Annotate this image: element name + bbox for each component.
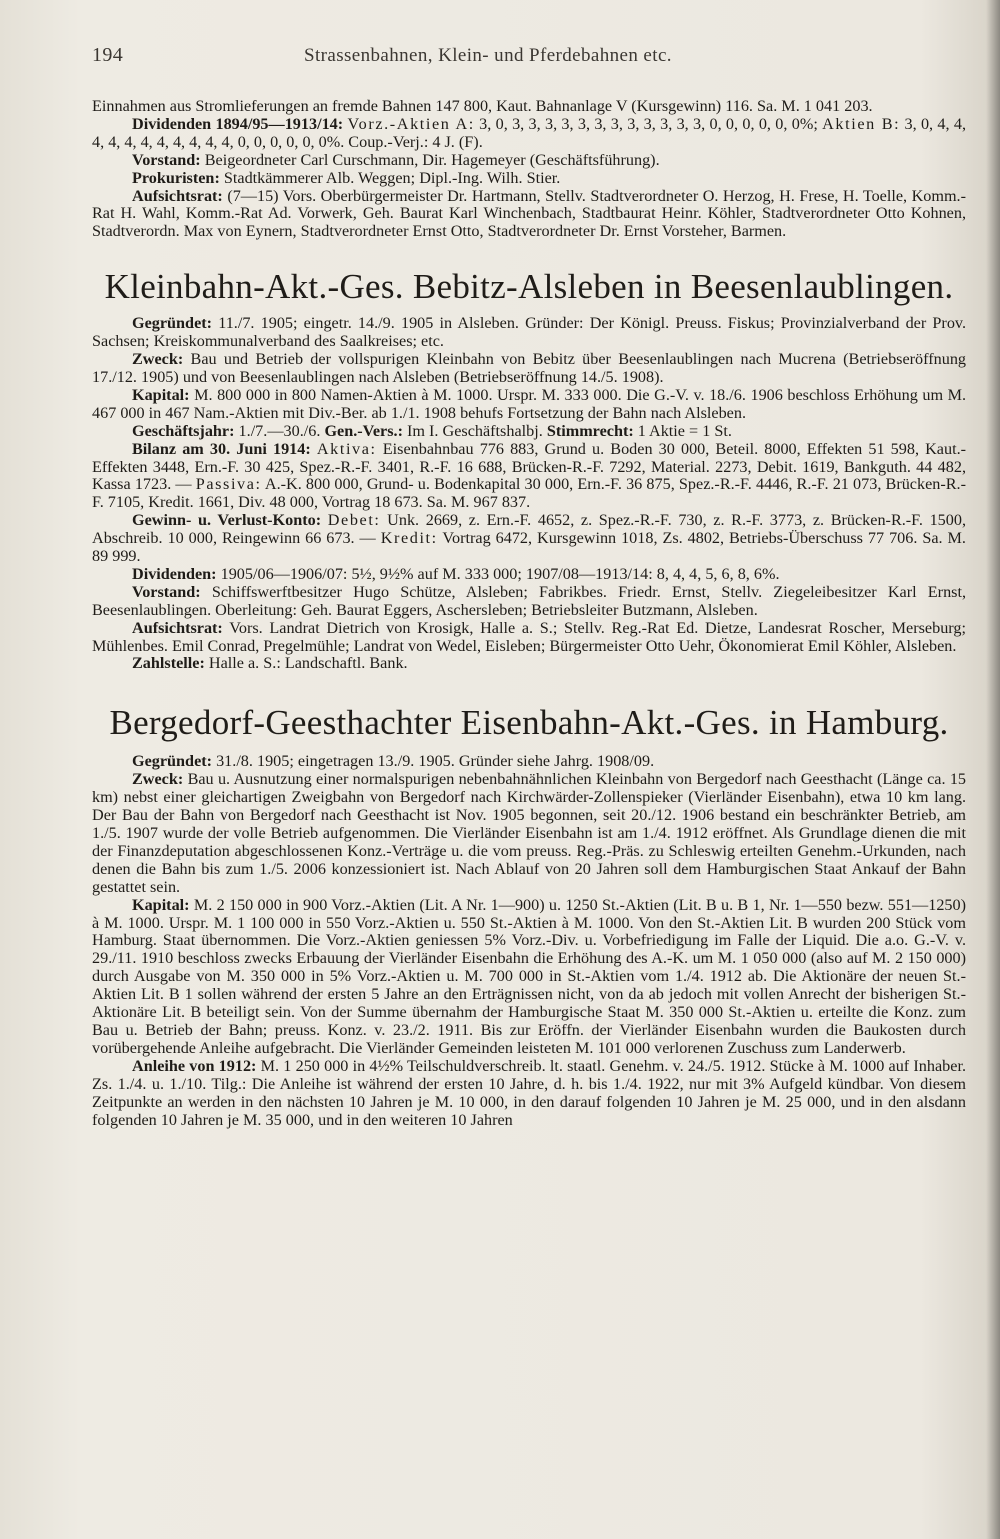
- c1-kapital: Kapital: M. 800 000 in 800 Namen-Aktien à M. 1000. Urspr. M. 333 000. Die G.-V. v. 18./6. 1906 beschloss Erhöhung um M. 467 000 in 467 Nam.-Aktien mit Div.-Ber. ab 1./1. 1908 behufs Fortsetzung der Bahn nach Alsleben.: [92, 385, 967, 422]
- company-entry-bergedorf-geesthacht: [92, 703, 966, 1129]
- prev-vorstand: Vorstand: Beigeordneter Carl Curschmann, Dir. Hagemeyer (Geschäftsführung).: [132, 150, 660, 169]
- c1-gewinn-verlust: Gewinn- u. Verlust-Konto: Debet: Unk. 2669, z. Ern.-F. 4652, z. Spez.-R.-F. 730, z. R.-F. 3773, z. Brücken-R.-F. 1500, Abschreib. 10 000, Reingewinn 66 673. — Kredit: Vortrag 6472, Kursgewinn 1018, Zs. 4802, Betriebs-Überschuss 77 706. Sa. M. 89 999.: [92, 511, 966, 566]
- prev-einnahmen: Einnahmen aus Stromlieferungen an fremde Bahnen 147 800, Kaut. Bahnanlage V (Kursgewinn) 116. Sa. M. 1 041 203.: [92, 97, 873, 115]
- c1-bilanz: Bilanz am 30. Juni 1914: Aktiva: Eisenbahnbau 776 883, Grund u. Boden 30 000, Beteil. 8000, Effekten 51 598, Kaut.-Effekten 3448, Ern.-F. 30 425, Spez.-R.-F. 3401, R.-F. 16 688, Brücken-R.-F. 7292, Material. 2273, Debit. 1619, Bankguth. 44 482, Kassa 1723. — Passiva: A.-K. 800 000, Grund- u. Bodenkapital 30 000, Ern.-F. 36 875, Spez.-R.-F. 4446, R.-F. 21 073, Brücken-R.-F. 7105, Kredit. 1661, Div. 48 000, Vortrag 18 673. Sa. M. 967 837.: [92, 439, 967, 512]
- prev-dividenden-label: Dividenden 1894/95—1913/14:: [132, 114, 344, 133]
- prev-aufsichtsrat: Aufsichtsrat: (7—15) Vors. Oberbürgermeister Dr. Hartmann, Stellv. Stadtverordneter O. Herzog, H. Frese, H. Toelle, Komm.-Rat H. Wahl, Komm.-Rat Ad. Vorwerk, Geh. Baurat Karl Winchenbach, Stadtbaurat Heinr. Köhler, Stadtverordneter Otto Kohnen, Stadtverordn. Max von Eynern, Stadtverordneter Ernst Otto, Stadtverordneter Dr. Ernst Vorsteher, Barmen.: [92, 186, 966, 241]
- c1-zahlstelle: Zahlstelle: Halle a. S.: Landschaftl. Bank.: [132, 654, 408, 673]
- c1-geschaeftsjahr: Geschäftsjahr: 1./7.—30./6. Gen.-Vers.: Im I. Geschäftshalbj. Stimmrecht: 1 Aktie = 1 St.: [132, 421, 732, 440]
- c1-aufsichtsrat: Aufsichtsrat: Vors. Landrat Dietrich von Krosigk, Halle a. S.; Stellv. Reg.-Rat Ed. Dietze, Landesrat Roscher, Merseburg; Mühlenbes. Emil Conrad, Pregelmühle; Landrat von Wedel, Eisleben; Bürgermeister Otto Uehr, Ökonomierat Emil Köhler, Alsleben.: [92, 618, 966, 655]
- prev-prokuristen: Prokuristen: Stadtkämmerer Alb. Weggen; Dipl.-Ing. Wilh. Stier.: [132, 168, 561, 187]
- page-number: 194: [92, 44, 124, 66]
- c1-dividenden: Dividenden: 1905/06—1906/07: 5½, 9½% auf M. 333 000; 1907/08—1913/14: 8, 4, 4, 5, 6, 8, 6%.: [132, 564, 780, 583]
- previous-entry-continuation: [92, 98, 966, 241]
- company-entry-kleinbahn-bebitz: [92, 267, 966, 673]
- c2-gegruendet: Gegründet: 31./8. 1905; eingetragen 13./9. 1905. Gründer siehe Jahrg. 1908/09.: [132, 752, 655, 771]
- company-title-kleinbahn-bebitz: Kleinbahn-Akt.-Ges. Bebitz-Alsleben in Beesenlaublingen.: [104, 267, 954, 307]
- c2-kapital: Kapital: M. 2 150 000 in 900 Vorz.-Aktien (Lit. A Nr. 1—900) u. 1250 St.-Aktien (Lit. B u. B 1, Nr. 1—550 bezw. 551—1250) à M. 1000. Urspr. M. 1 100 000 in 550 Vorz.-Aktien u. 550 St.-Aktien à M. 1000. Von den St.-Aktien Lit. B wurden 200 Stück vom Hamburg. Staat übernommen. Die Vorz.-Aktien geniessen 5% Vorz.-Div. u. Vorbefriedigung im Falle der Liquid. Die a.o. G.-V. v. 29./11. 1910 beschloss zwecks Erbauung der Vierländer Eisenbahn die Erhöhung des A.-K. um M. 1 050 000 (also auf M. 2 150 000) durch Ausgabe von M. 350 000 in 5% Vorz.-Aktien u. M. 700 000 in St.-Aktien vom 1./4. 1912 ab. Die Aktionäre der neuen St.-Aktien Lit. B 1 sollen während der ersten 5 Jahre an den Erträgnissen nicht, von da ab jedoch mit vollen Anrecht der bisherigen St.-Aktionäre Lit. B beteiligt sein. Von der Summe übernahm der Hamburgische Staat M. 350 000 St.-Aktien u. erteilte die Konz. zum Bau u. Betrieb der Bahn; preuss. Konz. v. 23./2. 1911. Bis zur Eröffn. der Vierländer Eisenbahn wurden die Baukosten durch vorübergehende Anleihe aufgebracht. Die Vierländer Gemeinden leisteten M. 101 000 verlorenen Zuschuss zum Landerwerb.: [92, 895, 966, 1057]
- c2-zweck: Zweck: Bau u. Ausnutzung einer normalspurigen nebenbahnähnlichen Kleinbahn von Bergedorf nach Geesthacht (Länge ca. 15 km) nebst einer gleichartigen Zweigbahn von Bergedorf nach Kirchwärder-Zollenspieker (Vierländer Eisenbahn), etwa 10 km lang. Der Bau der Bahn von Bergedorf nach Geesthacht ist Nov. 1905 begonnen, seit 20./12. 1906 bestand ein beschränkter Betrieb, am 1./5. 1907 wurde der volle Betrieb aufgenommen. Die Vierländer Eisenbahn ist am 1./4. 1912 eröffnet. Als Grundlage dienen die mit der Finanzdeputation abgeschlossenen Konz.-Verträge u. die vom preuss. Reg.-Präs. zu Schleswig erteilten Genehm.-Urkunden, nach denen die Bahn bis zum 1./5. 2006 konzessioniert ist. Nach Ablauf von 20 Jahren soll dem Hamburgischen Staat Ankauf der Bahn gestattet sein.: [92, 770, 967, 896]
- company-title-bergedorf-geesthacht: Bergedorf-Geesthachter Eisenbahn-Akt.-Ges. in Hamburg.: [109, 703, 949, 743]
- c2-anleihe: Anleihe von 1912: M. 1 250 000 in 4½% Teilschuldverschreib. lt. staatl. Genehm. v. 24./5. 1912. Stücke à M. 1000 auf Inhaber. Zs. 1./4. u. 1./10. Tilg.: Die Anleihe ist während der ersten 10 Jahre, d. h. bis 1./4. 1922, nur mit 3% Aufgeld kündbar. Von diesem Zeitpunkte an werden in den nächsten 10 Jahren je M. 10 000, in den darauf folgenden 10 Jahren je M. 25 000, und in den alsdann folgenden 10 Jahren je M. 35 000, und in den weiteren 10 Jahren: [92, 1056, 966, 1129]
- c1-vorstand: Vorstand: Schiffswerftbesitzer Hugo Schütze, Alsleben; Fabrikbes. Friedr. Ernst, Stellv. Ziegeleibesitzer Karl Ernst, Beesenlaublingen. Oberleitung: Geh. Baurat Eggers, Aschersleben; Betriebsleiter Butzmann, Alsleben.: [92, 582, 967, 619]
- page-header: [92, 44, 966, 74]
- c1-zweck: Zweck: Bau und Betrieb der vollspurigen Kleinbahn von Bebitz über Beesenlaublingen nach Mucrena (Betriebseröffnung 17./12. 1905) und von Beesenlaublingen nach Alsleben (Betriebseröffnung 14./5. 1908).: [92, 350, 967, 386]
- prev-dividenden: Dividenden 1894/95—1913/14: Vorz.-Aktien A: 3, 0, 3, 3, 3, 3, 3, 3, 3, 3, 3, 3, 3, 3, 0, 0, 0, 0, 0, 0%; Aktien B: 3, 0, 4, 4, 4, 4, 4, 4, 4, 4, 4, 4, 4, 0, 0, 0, 0, 0, 0%. Coup.-Verj.: 4 J. (F).: [92, 114, 967, 151]
- c1-gegruendet: Gegründet: 11./7. 1905; eingetr. 14./9. 1905 in Alsleben. Gründer: Der Königl. Preuss. Fiskus; Provinzialverband der Prov. Sachsen; Kreiskommunalverband des Saalkreises; etc.: [92, 314, 966, 351]
- page-edge-shadow: [986, 0, 1000, 1539]
- running-title: Strassenbahnen, Klein- und Pferdebahnen etc.: [304, 45, 672, 66]
